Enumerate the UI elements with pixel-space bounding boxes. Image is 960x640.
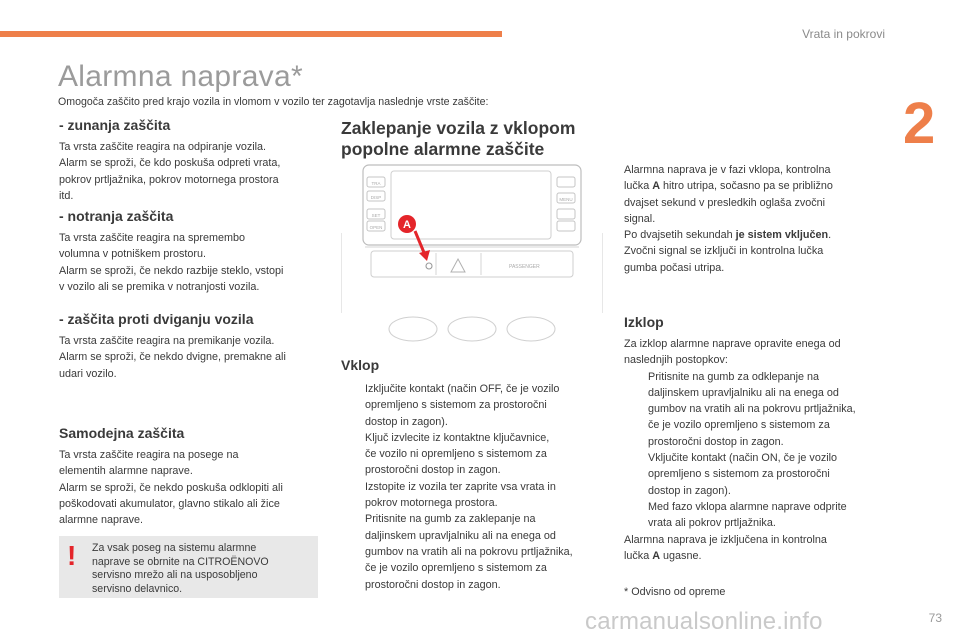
text-line: Alarm se sproži, če kdo poskuša odpreti vrata, [59,157,281,170]
text-line: pokrov prtljažnika, pokrov motornega prostora [59,173,279,186]
list-item [341,511,613,592]
emphasis: je sistem vključen [735,229,829,242]
text-line: Alarm se sproži, če nekdo razbije steklo, vstopi [59,264,284,277]
text-line: udari vozilo. [59,367,117,380]
text-line: opremljeno s sistemom za prostoročni [648,468,830,481]
text-line: Ta vrsta zaščite reagira na premikanje vozila. [59,335,275,347]
text-line: gumbov na vratih ali na pokrovu prtljažnika, [648,403,856,416]
marker-ref: A [652,549,661,562]
text-line: poškodovati akumulator, glavno stikalo ali žice [59,497,280,510]
list-item [624,450,896,499]
text-span: . [828,229,832,242]
menu-label: MENU [559,197,573,202]
text-line: dvajset sekund v presledkih oglaša zvočni [624,196,826,209]
text-line: gumba počasi utripa. [624,261,725,274]
text-line: signal. [624,212,656,225]
list-item [341,430,613,479]
text-line: servisno mrežo ali na usposobljeno [92,569,258,581]
activation-description [624,162,894,276]
open-label: OPEN [369,225,383,230]
tilt-section [59,311,321,382]
list-item [624,499,896,532]
dashboard-illustration [341,163,603,343]
text-line: Izstopite iz vozila ter zaprite vsa vrata in [365,480,556,493]
text-span: Po dvajsetih sekundah [624,229,736,242]
page-number: 73 [928,611,942,625]
tilt-heading: - zaščita proti dviganju vozila [59,311,254,327]
text-line: prostoročni dostop in zagon. [365,578,501,591]
text-line: naprave se obrnite na CITROËNOVO [92,555,269,568]
footnote: * Odvisno od opreme [624,586,726,598]
text-span: ugasne. [660,549,702,562]
header-accent-bar [0,31,502,37]
marker-ref: A [652,180,661,193]
vklop-section [341,357,613,593]
text-line: Ta vrsta zaščite reagira na spremembo [59,232,246,244]
text-line: Med fazo vklopa alarmne naprave odprite [648,500,847,513]
text-line: Za izklop alarmne naprave opravite enega od [624,338,841,350]
izklop-list [624,369,896,532]
text-line: vrata ali pokrov prtljažnika. [648,517,776,530]
disp-label: DISP [370,195,382,200]
text-line: volumna v potniškem prostoru. [59,248,207,261]
heading-line: Zaklepanje vozila z vklopom [341,118,576,138]
text-line: Pritisnite na gumb za zaklepanje na [365,513,536,526]
text-line: Alarmna naprava je v fazi vklopa, kontrolna [624,164,831,176]
interior-heading: - notranja zaščita [59,208,174,224]
text-line: naslednjih postopkov: [624,354,728,367]
izklop-section [624,314,896,564]
warning-box [59,536,318,598]
text-line: dostop in zagon). [365,415,448,428]
text-line: če je vozilo opremljeno s sistemom za [365,562,547,575]
warning-text [92,542,310,596]
izklop-heading: Izklop [624,314,664,330]
text-span: lučka [624,180,653,193]
hazard-icon [451,259,465,272]
text-line [624,227,894,243]
section-name: Vrata in pokrovi [802,27,885,41]
text-span: hitro utripa, sočasno pa se približno [660,180,833,193]
text-line: Izključite kontakt (način OFF, če je vozilo [365,383,560,395]
list-item [341,381,613,430]
text-line: Alarm se sproži, če nekdo dvigne, premakne ali [59,351,286,364]
text-line: prostoročni dostop in zagon. [648,435,784,448]
text-line: če vozilo ni opremljeno s sistemom za [365,448,547,461]
text-line: prostoročni dostop in zagon. [365,464,501,477]
set-label: SET [371,213,381,218]
text-line: daljinskem upravljalniku ali na enega od [365,529,556,542]
vklop-heading: Vklop [341,357,380,373]
exterior-heading: - zunanja zaščita [59,117,171,133]
passenger-label: PASSENGER [509,264,540,270]
text-line: če je vozilo opremljeno s sistemom za [648,419,830,432]
text-line: Pritisnite na gumb za odklepanje na [648,370,820,383]
chapter-number: 2 [903,91,936,156]
text-line: Zvočni signal se izključi in kontrolna lučka [624,245,824,258]
text-line: v vozilo ali se premika v notranjosti vozila. [59,280,260,293]
text-line: Ta vrsta zaščite reagira na odpiranje vozila. [59,141,267,153]
text-span: lučka [624,549,653,562]
list-item [341,479,613,512]
tra-label: TRA [371,181,381,186]
text-line: alarmne naprave. [59,514,144,527]
text-line: opremljeno s sistemom za prostoročni [365,399,547,412]
text-line: Alarm se sproži, če nekdo poskuša odklopiti ali [59,481,283,494]
self-protection-section [59,425,321,528]
text-line: elementih alarmne naprave. [59,465,193,478]
text-line: pokrov motornega prostora. [365,497,498,510]
exterior-section [59,117,321,204]
text-line: itd. [59,189,74,202]
alarm-button-icon [426,263,432,269]
text-line: Ta vrsta zaščite reagira na posege na [59,449,239,461]
vklop-list [341,381,613,593]
text-line: Ključ izvlecite iz kontaktne ključavnice, [365,431,550,444]
self-protection-heading: Samodejna zaščita [59,425,185,441]
text-line [624,548,896,564]
page-title: Alarmna naprava* [58,60,303,93]
text-line: servisno delavnico. [92,582,183,595]
marker-a-label: A [403,219,411,231]
text-line [624,178,894,194]
interior-section [59,208,321,295]
text-line: dostop in zagon). [648,484,731,497]
text-line: Za vsak poseg na sistemu alarmne [92,542,257,554]
text-line: Alarmna naprava je izključena in kontrolna [624,533,827,546]
watermark: carmanualsonline.info [585,608,823,635]
intro-text: Omogoča zaščito pred krajo vozila in vlomom v vozilo ter zagotavlja naslednje vrste zaščite: [58,96,489,108]
text-line: Vključite kontakt (način ON, če je vozilo [648,452,838,465]
text-line: gumbov na vratih ali na pokrovu prtljažnika, [365,545,573,558]
heading-line: popolne alarmne zaščite [341,139,545,159]
text-line: daljinskem upravljalniku ali na enega od [648,386,839,399]
list-item [624,369,896,450]
warning-icon: ! [67,540,77,571]
locking-heading [341,118,621,160]
